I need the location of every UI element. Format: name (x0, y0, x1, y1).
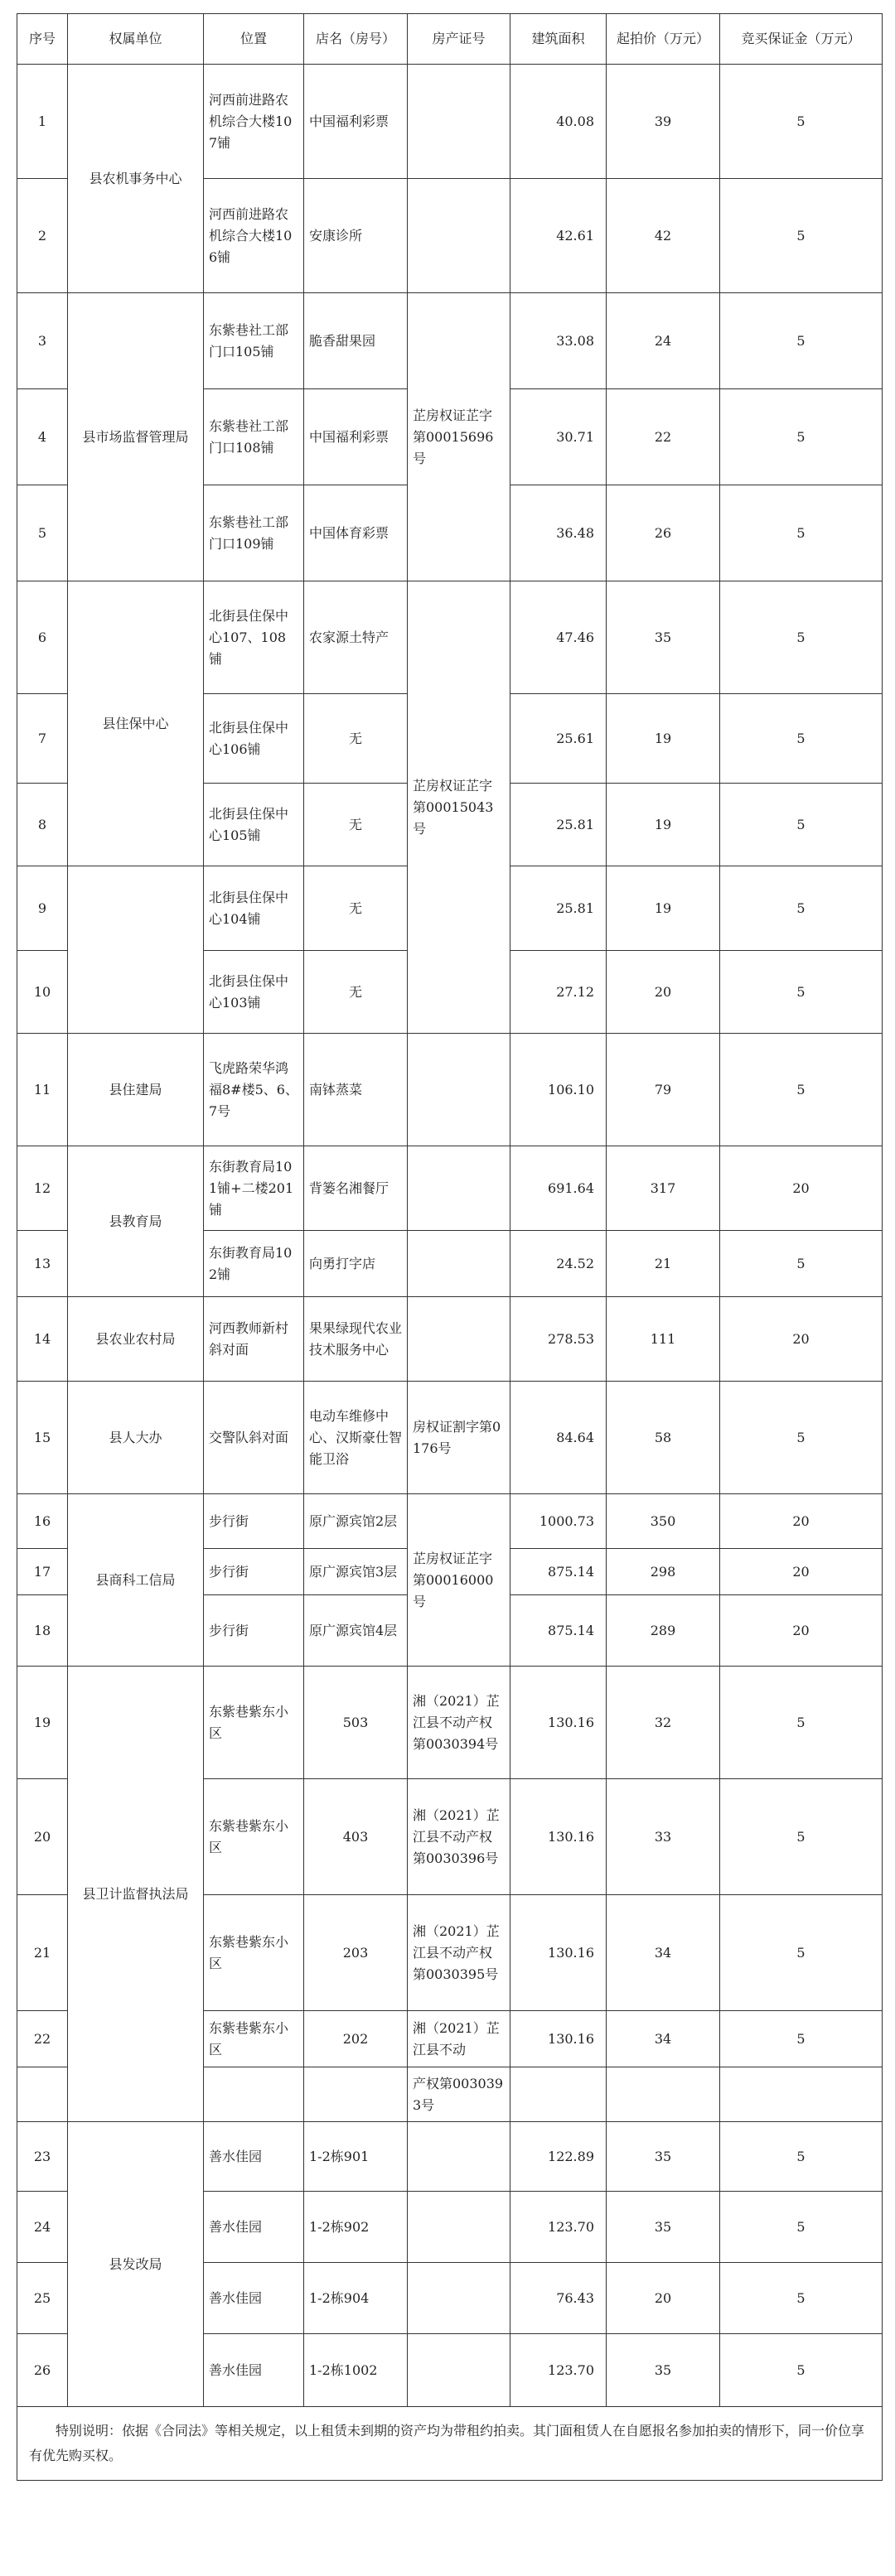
location-cell: 飞虎路荣华鸿福8#楼5、6、7号 (204, 1034, 304, 1146)
table-header-row (17, 14, 883, 65)
table-row (17, 2122, 883, 2192)
header-shop-name: 店名（房号） (304, 14, 408, 65)
deposit-cell: 5 (720, 1231, 883, 1297)
starting-price-cell: 58 (607, 1382, 720, 1494)
deposit-cell: 5 (720, 581, 883, 694)
auction-asset-table (17, 13, 883, 2481)
floor-area-cell: 278.53 (510, 1297, 607, 1382)
deposit-cell: 5 (720, 293, 883, 389)
deposit-cell: 5 (720, 1382, 883, 1494)
floor-area-cell: 40.08 (510, 65, 607, 179)
property-certificate-cell: 产权第0030393号 (408, 2067, 510, 2122)
location-cell: 北街县住保中心105铺 (204, 784, 304, 866)
serial-number-cell: 5 (17, 485, 68, 581)
floor-area-cell: 875.14 (510, 1549, 607, 1595)
location-cell: 善水佳园 (204, 2263, 304, 2334)
room-number-cell: 1-2栋904 (304, 2263, 408, 2334)
shop-name-cell: 农家源土特产 (304, 581, 408, 694)
deposit-cell: 5 (720, 866, 883, 951)
floor-area-cell: 30.71 (510, 389, 607, 485)
serial-number-cell: 15 (17, 1382, 68, 1494)
floor-area-cell: 36.48 (510, 485, 607, 581)
room-number-cell: 403 (304, 1779, 408, 1895)
serial-number-cell: 18 (17, 1595, 68, 1667)
location-cell: 善水佳园 (204, 2192, 304, 2263)
shop-name-cell: 中国福利彩票 (304, 65, 408, 179)
starting-price-cell: 32 (607, 1667, 720, 1779)
table-row (17, 1146, 883, 1231)
starting-price-cell: 39 (607, 65, 720, 179)
location-cell: 东街教育局101铺+二楼201铺 (204, 1146, 304, 1231)
table-row (17, 1667, 883, 1779)
serial-number-cell: 13 (17, 1231, 68, 1297)
header-deposit: 竞买保证金（万元） (720, 14, 883, 65)
floor-area-cell (510, 2067, 607, 2122)
serial-number-cell: 1 (17, 65, 68, 179)
deposit-cell: 5 (720, 2122, 883, 2192)
owner-unit-cell: 县农机事务中心 (68, 65, 204, 293)
deposit-cell: 20 (720, 1549, 883, 1595)
starting-price-cell: 317 (607, 1146, 720, 1231)
serial-number-cell: 23 (17, 2122, 68, 2192)
deposit-cell: 5 (720, 2334, 883, 2407)
floor-area-cell: 123.70 (510, 2192, 607, 2263)
serial-number-cell: 9 (17, 866, 68, 951)
room-number-cell: 203 (304, 1895, 408, 2011)
room-number-cell: 202 (304, 2011, 408, 2067)
serial-number-cell: 12 (17, 1146, 68, 1231)
shop-name-cell: 无 (304, 694, 408, 784)
serial-number-cell: 20 (17, 1779, 68, 1895)
floor-area-cell: 691.64 (510, 1146, 607, 1231)
starting-price-cell: 33 (607, 1779, 720, 1895)
starting-price-cell: 35 (607, 581, 720, 694)
deposit-cell: 5 (720, 2011, 883, 2067)
location-cell: 步行街 (204, 1595, 304, 1667)
location-cell: 步行街 (204, 1494, 304, 1549)
starting-price-cell: 350 (607, 1494, 720, 1549)
owner-unit-cell: 县住建局 (68, 1034, 204, 1146)
serial-number-cell: 17 (17, 1549, 68, 1595)
property-certificate-cell (408, 1146, 510, 1231)
location-cell: 东紫巷紫东小区 (204, 1895, 304, 2011)
owner-unit-cell: 县市场监督管理局 (68, 293, 204, 581)
deposit-cell: 20 (720, 1595, 883, 1667)
property-certificate-cell (408, 2192, 510, 2263)
header-floor-area: 建筑面积 (510, 14, 607, 65)
shop-name-cell: 安康诊所 (304, 179, 408, 293)
deposit-cell: 20 (720, 1146, 883, 1231)
starting-price-cell: 35 (607, 2122, 720, 2192)
serial-number-cell: 14 (17, 1297, 68, 1382)
header-serial-number: 序号 (17, 14, 68, 65)
deposit-cell: 5 (720, 65, 883, 179)
shop-name-cell: 中国体育彩票 (304, 485, 408, 581)
location-cell: 步行街 (204, 1549, 304, 1595)
floor-area-cell: 130.16 (510, 1779, 607, 1895)
location-cell: 河西前进路农机综合大楼106铺 (204, 179, 304, 293)
shop-name-cell: 中国福利彩票 (304, 389, 408, 485)
deposit-cell: 5 (720, 2192, 883, 2263)
property-certificate-cell (408, 65, 510, 179)
shop-name-cell: 电动车维修中心、汉斯豪仕智能卫浴 (304, 1382, 408, 1494)
property-certificate-cell (408, 2263, 510, 2334)
property-certificate-cell: 芷房权证芷字第00015043号 (408, 581, 510, 1034)
property-certificate-cell (408, 1034, 510, 1146)
shop-name-cell: 无 (304, 951, 408, 1034)
header-owner-unit: 权属单位 (68, 14, 204, 65)
room-number-cell (304, 2067, 408, 2122)
deposit-cell: 5 (720, 485, 883, 581)
shop-name-cell: 原广源宾馆4层 (304, 1595, 408, 1667)
property-certificate-cell (408, 1231, 510, 1297)
starting-price-cell: 19 (607, 866, 720, 951)
deposit-cell: 5 (720, 2263, 883, 2334)
owner-unit-cell (68, 866, 204, 1034)
header-location: 位置 (204, 14, 304, 65)
floor-area-cell: 123.70 (510, 2334, 607, 2407)
location-cell: 东紫巷紫东小区 (204, 1779, 304, 1895)
table-row (17, 1034, 883, 1146)
starting-price-cell: 20 (607, 951, 720, 1034)
property-certificate-cell: 芷房权证芷字第00016000号 (408, 1494, 510, 1667)
floor-area-cell: 130.16 (510, 1895, 607, 2011)
floor-area-cell: 130.16 (510, 2011, 607, 2067)
deposit-cell: 20 (720, 1297, 883, 1382)
floor-area-cell: 25.61 (510, 694, 607, 784)
floor-area-cell: 875.14 (510, 1595, 607, 1667)
starting-price-cell: 35 (607, 2192, 720, 2263)
starting-price-cell: 34 (607, 1895, 720, 2011)
starting-price-cell: 19 (607, 694, 720, 784)
serial-number-cell: 11 (17, 1034, 68, 1146)
special-note-row (17, 2407, 883, 2481)
property-certificate-cell: 房权证割字第0176号 (408, 1382, 510, 1494)
deposit-cell: 5 (720, 1667, 883, 1779)
owner-unit-cell: 县发改局 (68, 2122, 204, 2407)
floor-area-cell: 106.10 (510, 1034, 607, 1146)
starting-price-cell: 79 (607, 1034, 720, 1146)
floor-area-cell: 84.64 (510, 1382, 607, 1494)
floor-area-cell: 130.16 (510, 1667, 607, 1779)
table-row (17, 1297, 883, 1382)
location-cell: 东紫巷社工部门口108铺 (204, 389, 304, 485)
serial-number-cell: 3 (17, 293, 68, 389)
starting-price-cell: 42 (607, 179, 720, 293)
floor-area-cell: 1000.73 (510, 1494, 607, 1549)
shop-name-cell: 无 (304, 866, 408, 951)
starting-price-cell: 111 (607, 1297, 720, 1382)
deposit-cell: 5 (720, 1895, 883, 2011)
location-cell: 北街县住保中心103铺 (204, 951, 304, 1034)
special-note: 特别说明：依据《合同法》等相关规定，以上租赁未到期的资产均为带租约拍卖。其门面租赁人在自愿报名参加拍卖的情形下，同一价位享有优先购买权。 (17, 2407, 883, 2481)
deposit-cell: 20 (720, 1494, 883, 1549)
serial-number-cell: 21 (17, 1895, 68, 2011)
location-cell: 北街县住保中心106铺 (204, 694, 304, 784)
starting-price-cell: 19 (607, 784, 720, 866)
starting-price-cell: 22 (607, 389, 720, 485)
shop-name-cell: 果果绿现代农业技术服务中心 (304, 1297, 408, 1382)
floor-area-cell: 27.12 (510, 951, 607, 1034)
serial-number-cell: 6 (17, 581, 68, 694)
deposit-cell: 5 (720, 389, 883, 485)
shop-name-cell: 无 (304, 784, 408, 866)
room-number-cell: 503 (304, 1667, 408, 1779)
starting-price-cell: 289 (607, 1595, 720, 1667)
location-cell: 东街教育局102铺 (204, 1231, 304, 1297)
deposit-cell (720, 2067, 883, 2122)
property-certificate-cell: 湘（2021）芷江县不动产权第0030396号 (408, 1779, 510, 1895)
serial-number-cell: 19 (17, 1667, 68, 1779)
shop-name-cell: 原广源宾馆2层 (304, 1494, 408, 1549)
table-row (17, 1494, 883, 1549)
location-cell: 东紫巷紫东小区 (204, 1667, 304, 1779)
property-certificate-cell (408, 2122, 510, 2192)
table-row (17, 65, 883, 179)
table-row (17, 293, 883, 389)
header-property-certificate: 房产证号 (408, 14, 510, 65)
owner-unit-cell: 县商科工信局 (68, 1494, 204, 1667)
location-cell: 河西前进路农机综合大楼107铺 (204, 65, 304, 179)
floor-area-cell: 47.46 (510, 581, 607, 694)
floor-area-cell: 42.61 (510, 179, 607, 293)
serial-number-cell: 2 (17, 179, 68, 293)
owner-unit-cell: 县人大办 (68, 1382, 204, 1494)
location-cell (204, 2067, 304, 2122)
deposit-cell: 5 (720, 694, 883, 784)
location-cell: 河西教师新村斜对面 (204, 1297, 304, 1382)
room-number-cell: 1-2栋1002 (304, 2334, 408, 2407)
serial-number-cell: 22 (17, 2011, 68, 2067)
deposit-cell: 5 (720, 1779, 883, 1895)
starting-price-cell: 21 (607, 1231, 720, 1297)
floor-area-cell: 25.81 (510, 866, 607, 951)
deposit-cell: 5 (720, 784, 883, 866)
serial-number-cell: 25 (17, 2263, 68, 2334)
serial-number-cell: 10 (17, 951, 68, 1034)
location-cell: 东紫巷社工部门口109铺 (204, 485, 304, 581)
property-certificate-cell: 湘（2021）芷江县不动产权第0030395号 (408, 1895, 510, 2011)
location-cell: 善水佳园 (204, 2122, 304, 2192)
floor-area-cell: 122.89 (510, 2122, 607, 2192)
location-cell: 东紫巷社工部门口105铺 (204, 293, 304, 389)
starting-price-cell: 298 (607, 1549, 720, 1595)
floor-area-cell: 25.81 (510, 784, 607, 866)
serial-number-cell: 16 (17, 1494, 68, 1549)
location-cell: 北街县住保中心104铺 (204, 866, 304, 951)
table-row (17, 1382, 883, 1494)
starting-price-cell: 26 (607, 485, 720, 581)
serial-number-cell: 4 (17, 389, 68, 485)
serial-number-cell: 24 (17, 2192, 68, 2263)
deposit-cell: 5 (720, 1034, 883, 1146)
serial-number-cell: 26 (17, 2334, 68, 2407)
owner-unit-cell: 县卫计监督执法局 (68, 1667, 204, 2122)
floor-area-cell: 33.08 (510, 293, 607, 389)
header-starting-price: 起拍价（万元） (607, 14, 720, 65)
starting-price-cell: 34 (607, 2011, 720, 2067)
serial-number-cell: 7 (17, 694, 68, 784)
location-cell: 北街县住保中心107、108铺 (204, 581, 304, 694)
shop-name-cell: 原广源宾馆3层 (304, 1549, 408, 1595)
deposit-cell: 5 (720, 951, 883, 1034)
owner-unit-cell: 县农业农村局 (68, 1297, 204, 1382)
shop-name-cell: 南钵蒸菜 (304, 1034, 408, 1146)
room-number-cell: 1-2栋902 (304, 2192, 408, 2263)
deposit-cell: 5 (720, 179, 883, 293)
property-certificate-cell: 湘（2021）芷江县不动 (408, 2011, 510, 2067)
starting-price-cell: 35 (607, 2334, 720, 2407)
property-certificate-cell (408, 179, 510, 293)
starting-price-cell (607, 2067, 720, 2122)
property-certificate-cell (408, 2334, 510, 2407)
owner-unit-cell: 县住保中心 (68, 581, 204, 866)
starting-price-cell: 24 (607, 293, 720, 389)
property-certificate-cell (408, 1297, 510, 1382)
floor-area-cell: 76.43 (510, 2263, 607, 2334)
table-row (17, 581, 883, 694)
location-cell: 交警队斜对面 (204, 1382, 304, 1494)
location-cell: 东紫巷紫东小区 (204, 2011, 304, 2067)
property-certificate-cell: 芷房权证芷字第00015696号 (408, 293, 510, 581)
shop-name-cell: 向勇打字店 (304, 1231, 408, 1297)
starting-price-cell: 20 (607, 2263, 720, 2334)
shop-name-cell: 背篓名湘餐厅 (304, 1146, 408, 1231)
serial-number-cell: 8 (17, 784, 68, 866)
location-cell: 善水佳园 (204, 2334, 304, 2407)
room-number-cell: 1-2栋901 (304, 2122, 408, 2192)
shop-name-cell: 脆香甜果园 (304, 293, 408, 389)
floor-area-cell: 24.52 (510, 1231, 607, 1297)
owner-unit-cell: 县教育局 (68, 1146, 204, 1297)
serial-number-cell (17, 2067, 68, 2122)
property-certificate-cell: 湘（2021）芷江县不动产权第0030394号 (408, 1667, 510, 1779)
